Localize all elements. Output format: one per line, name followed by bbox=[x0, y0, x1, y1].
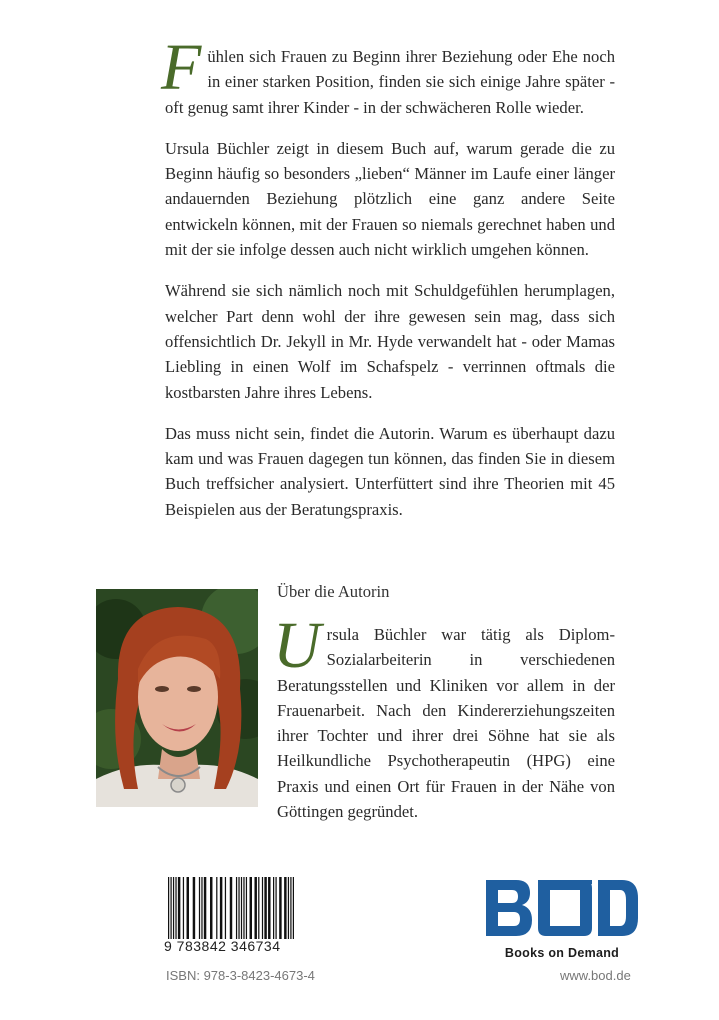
barcode-bar bbox=[178, 877, 180, 939]
isbn-text: ISBN: 978-3-8423-4673-4 bbox=[166, 968, 315, 983]
barcode-bar bbox=[288, 877, 289, 939]
barcode-bar bbox=[290, 877, 291, 939]
author-photo bbox=[96, 589, 258, 807]
barcode-bar bbox=[246, 877, 247, 939]
about-author-text bbox=[273, 609, 615, 824]
bod-logo-mark bbox=[486, 880, 638, 936]
barcode-bar bbox=[175, 877, 176, 939]
publisher-website: www.bod.de bbox=[560, 968, 631, 983]
barcode-bar bbox=[279, 877, 281, 939]
blurb-paragraph-4: Das muss nicht sein, findet die Autorin. Warum es überhaupt dazu kam und was Frauen dagegen tun können, das finden Sie in diesem Buch treffsicher analysiert. Unterfüttert sind ihre Theorien mit 45 Beispielen aus der Beratungspraxis. bbox=[165, 423, 615, 519]
about-author-body: rsula Büchler war tätig als Diplom-Sozialarbeiterin in verschiedenen Beratungsstellen und Kliniken vor allem in der Frauenarbeit. Nach den Kindererziehungszeiten ihrer Tochter und ihrer drei Söhne hat sie als Heilkundliche Psychotherapeutin (HPG) eine Praxis und einen Ort für Frauen in der Nähe von Göttingen gegründet. bbox=[277, 625, 615, 822]
barcode-bar bbox=[254, 877, 256, 939]
blurb-paragraph-2: Ursula Büchler zeigt in diesem Buch auf, warum gerade die zu Beginn häufig so besonders „lieben“ Männer im Laufe einer länger andauernden Beziehung plötzlich eine ganz andere Seite entwickeln können, mit der Frauen so niemals gerechnet haben und mit der sie infolge dessen auch nicht wirklich umgehen können. bbox=[165, 138, 615, 260]
barcode-number: 9 783842 346734 bbox=[164, 938, 281, 954]
barcode-bar bbox=[220, 877, 222, 939]
barcode bbox=[166, 877, 296, 939]
barcode-bar bbox=[204, 877, 206, 939]
barcode-bar bbox=[250, 877, 252, 939]
barcode-bar bbox=[275, 877, 276, 939]
barcode-bar bbox=[225, 877, 226, 939]
blurb-paragraph-1-text: ühlen sich Frauen zu Beginn ihrer Beziehung oder Ehe noch in einer starken Position, finden sie sich einige Jahre später - oft genug samt ihrer Kinder - in der schwächeren Rolle wieder. bbox=[165, 47, 615, 117]
barcode-bar bbox=[243, 877, 244, 939]
barcode-bar bbox=[284, 877, 286, 939]
barcode-bar bbox=[238, 877, 239, 939]
blurb-paragraph-1 bbox=[161, 31, 615, 120]
barcode-bar bbox=[258, 877, 259, 939]
barcode-bar bbox=[170, 877, 171, 939]
barcode-bar bbox=[168, 877, 169, 939]
barcode-bar bbox=[173, 877, 174, 939]
barcode-bar bbox=[216, 877, 217, 939]
barcode-bar bbox=[236, 877, 237, 939]
barcode-bar bbox=[210, 877, 212, 939]
barcode-bar bbox=[199, 877, 200, 939]
barcode-bar bbox=[193, 877, 195, 939]
back-cover-blurb bbox=[161, 31, 615, 538]
barcode-bar bbox=[268, 877, 270, 939]
barcode-bar bbox=[273, 877, 274, 939]
about-author-heading: Über die Autorin bbox=[277, 582, 390, 601]
barcode-bar bbox=[241, 877, 242, 939]
drop-cap-letter: F bbox=[161, 31, 202, 104]
author-portrait-image bbox=[96, 589, 258, 807]
barcode-bar bbox=[183, 877, 184, 939]
barcode-bar bbox=[187, 877, 189, 939]
barcode-bar bbox=[262, 877, 263, 939]
barcode-bar bbox=[264, 877, 266, 939]
barcode-bar bbox=[201, 877, 202, 939]
publisher-tagline: Books on Demand bbox=[504, 946, 620, 960]
barcode-bar bbox=[230, 877, 232, 939]
barcode-bar bbox=[293, 877, 294, 939]
blurb-paragraph-3: Während sie sich nämlich noch mit Schuldgefühlen herumplagen, welcher Part denn wohl der ihre gewesen sein mag, dass sich offensichtlich Dr. Jekyll in Mr. Hyde verwandelt hat - oder Mamas Liebling in einen Wolf im Schafspelz - verrinnen oftmals die kostbarsten Jahre ihres Lebens. bbox=[165, 281, 615, 402]
drop-cap-letter: U bbox=[273, 609, 321, 682]
